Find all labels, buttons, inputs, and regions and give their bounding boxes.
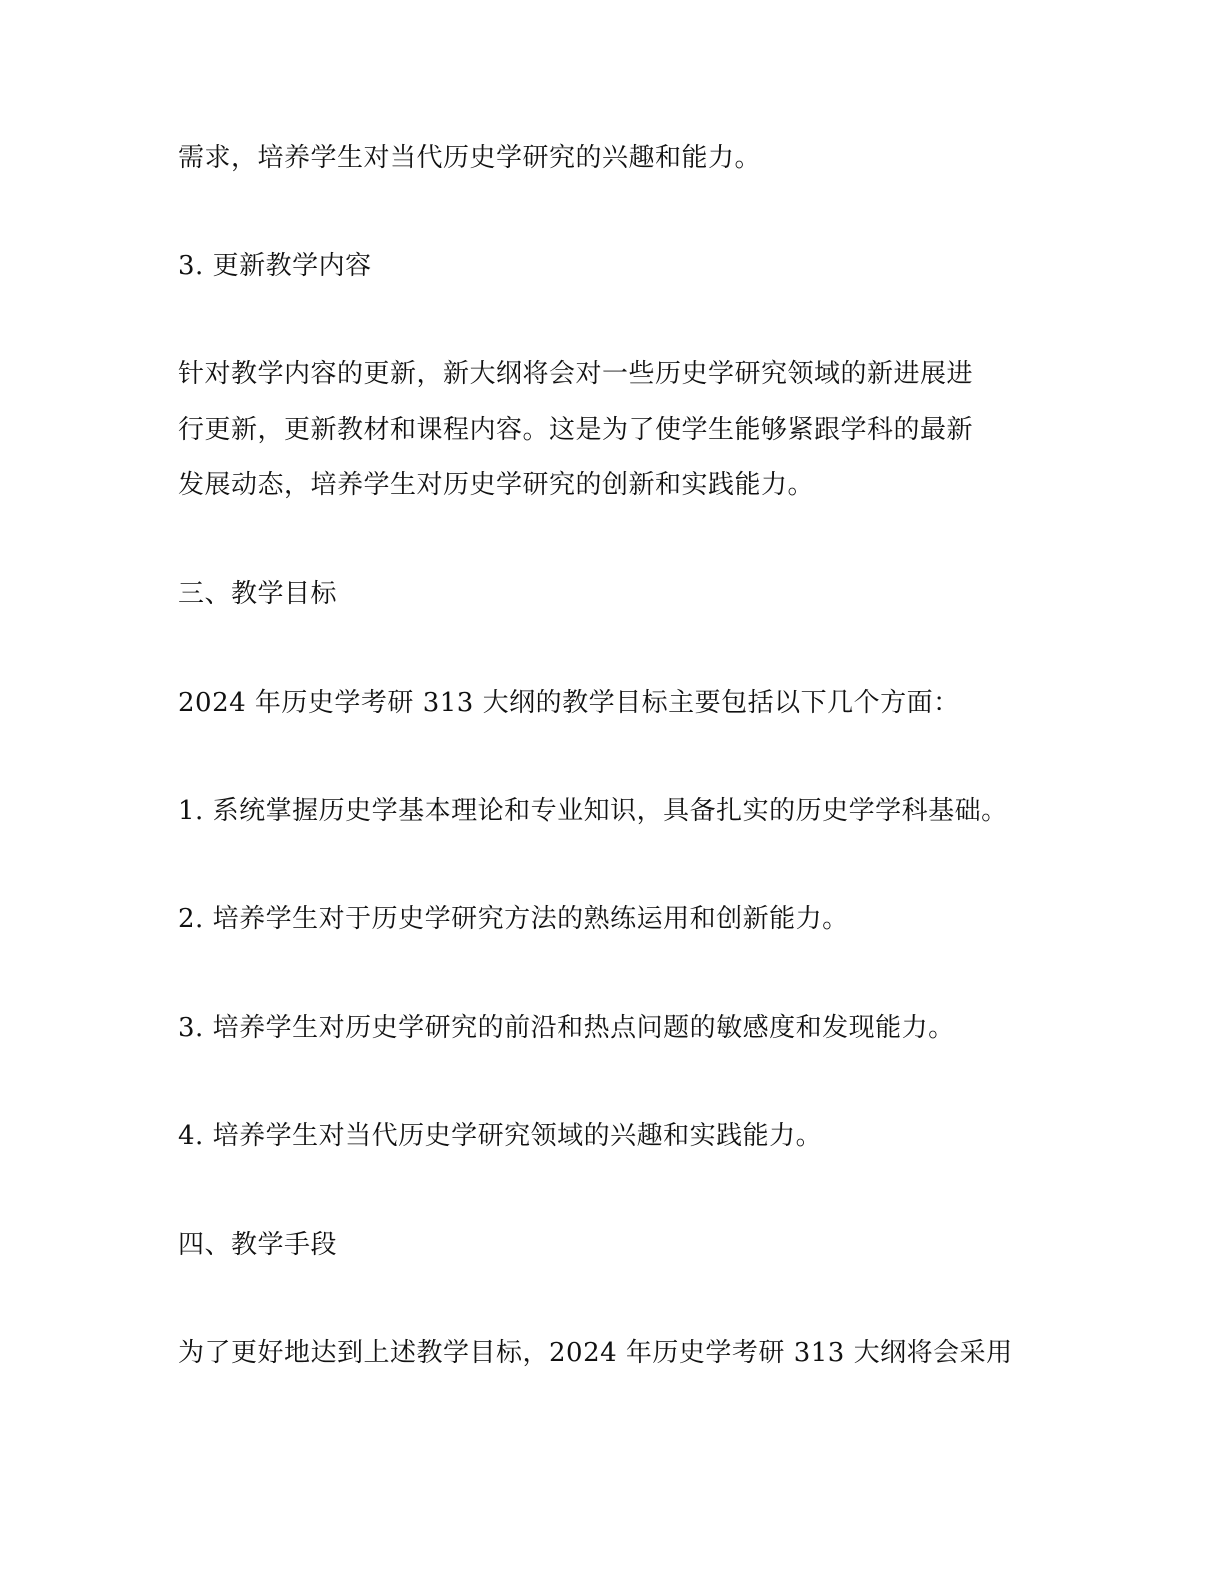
paragraph-methods-intro: 为了更好地达到上述教学目标，2024 年历史学考研 313 大纲将会采用 [178,1338,1013,1368]
goal-item-1: 1. 系统掌握历史学基本理论和专业知识，具备扎实的历史学学科基础。 [178,796,1008,826]
goal-item-4: 4. 培养学生对当代历史学研究领域的兴趣和实践能力。 [178,1121,823,1151]
paragraph-goals-intro: 2024 年历史学考研 313 大纲的教学目标主要包括以下几个方面： [178,688,960,718]
heading-update-content: 3. 更新教学内容 [178,251,372,281]
paragraph-update-line-1: 针对教学内容的更新，新大纲将会对一些历史学研究领域的新进展进 [178,359,974,389]
goal-item-2: 2. 培养学生对于历史学研究方法的熟练运用和创新能力。 [178,904,849,934]
goal-item-3: 3. 培养学生对历史学研究的前沿和热点问题的敏感度和发现能力。 [178,1013,955,1043]
paragraph-update-line-3: 发展动态，培养学生对历史学研究的创新和实践能力。 [178,470,815,500]
paragraph-need: 需求，培养学生对当代历史学研究的兴趣和能力。 [178,143,762,173]
paragraph-update-line-2: 行更新，更新教材和课程内容。这是为了使学生能够紧跟学科的最新 [178,415,974,445]
section-heading-methods: 四、教学手段 [178,1230,338,1260]
section-heading-goals: 三、教学目标 [178,579,338,609]
